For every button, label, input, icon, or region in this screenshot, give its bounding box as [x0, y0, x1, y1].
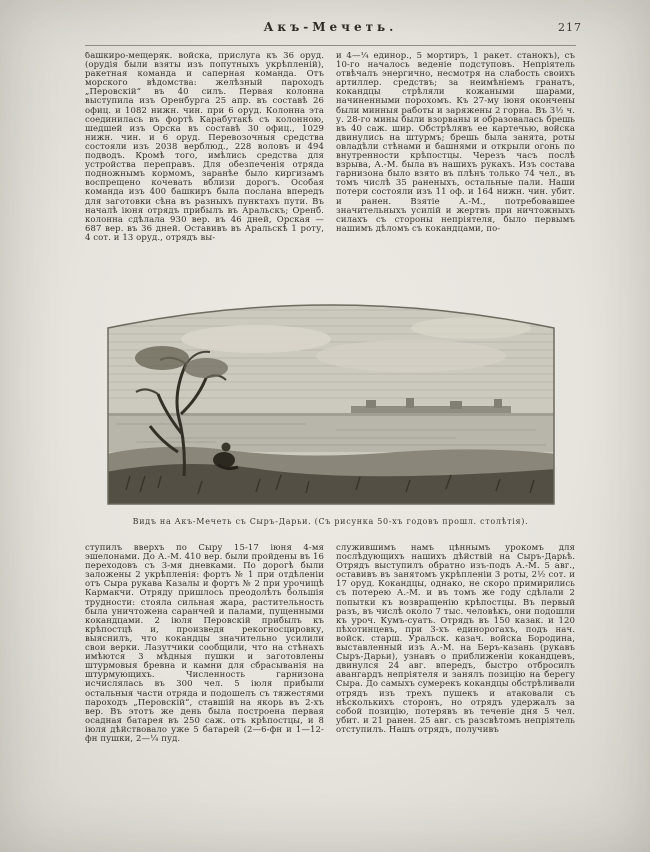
page-title: Акъ-Мечеть.	[263, 20, 398, 34]
figure-caption: Видъ на Акъ-Мечеть съ Сыръ-Дарьи. (Съ рисунка 50-хъ годовъ прошл. столѣтія).	[132, 517, 529, 526]
engraving-svg	[106, 294, 556, 506]
column-bottom-left: ступилъ вверхъ по Сыру 15-17 іюня 4-мя эшелонами. До А.-М. 410 вер. были пройдены въ 16 переходовъ съ 3-мя дневками. По дорогѣ были заложены 2 укрѣпленія: фортъ № 1 при отдѣленіи отъ Сыра рукава Казалы и фортъ № 2 при урочищѣ Кармакчи. Отряду пришлось преодолѣть большія трудности: стояла сильная жара, растительность была уничтожена саранчей и палами, пущенными кокандцами. 2 іюля Перовскій прибылъ къ крѣпостцѣ и, произведя рекогносцировку, выяснилъ, что кокандцы значительно усилили свои верки. Лазутчики сообщили, что на стѣнахъ имѣются 3 мѣдныя пушки и заготовлены штурмовыя бревна и камни для сбрасыванія на штурмующихъ. Численность гарнизона исчислялась въ 300 чел. 5 іюля прибыли остальныя части отряда и подошелъ съ тяжестями пароходъ „Перовскій“, ставшій на якорь въ 2-хъ вер. Въ этотъ же день была построена первая осадная батарея въ 250 саж. отъ крѣпостцы, и 8 іюля дѣйствовало уже 5 батарей (2—6-фн и 1—12-фн пушки, 2—¼ пуд.	[85, 544, 324, 744]
text-block-bottom	[85, 544, 576, 802]
page-header	[85, 20, 582, 42]
seated-figure	[213, 452, 235, 468]
page-number: 217	[558, 21, 582, 34]
column-top-left: башкиро-мещеряк. войска, прислуга къ 36 оруд. (орудія были взяты изъ попутныхъ укрѣпленій), ракетная команда и саперная команда. Отъ морского вѣдомства: желѣзный пароходъ „Перовскій“ въ 40 силъ. Первая колонна выступила изъ Оренбурга 25 апр. въ составѣ 26 офиц. и 1082 нижн. чин. при 6 оруд. Колонна эта соединилась въ фортѣ Карабутакѣ съ колонною, шедшей изъ Орска въ составѣ 30 офиц., 1029 нижн. чин. и 6 оруд. Перевозочныя средства состояли изъ 2038 верблюд., 228 воловъ и 494 подводъ. Кромѣ того, имѣлись средства для устройства переправъ. Для обезпеченія отряда подножнымъ кормомъ, заранѣе было киргизамъ воспрещено кочевать вблизи дорогъ. Особая команда изъ 400 башкиръ была послана впередъ для заготовки сѣна въ разныхъ пунктахъ пути. Въ началѣ іюня отрядъ прибылъ въ Аральскъ; Оренб. колонна сдѣлала 930 вер. въ 46 дней, Орская — 687 вер. въ 36 дней. Оставивъ въ Аральскѣ 1 роту, 4 сот. и 13 оруд., отрядъ вы-	[85, 52, 324, 243]
column-bottom-right: служившимъ намъ цѣннымъ урокомъ для послѣдующихъ нашихъ дѣйствій на Сыръ-Дарьѣ. Отрядъ выступилъ обратно изъ-подъ А.-М. 5 авг., оставивъ въ занятомъ укрѣпленіи 3 роты, 2½ сот. и 17 оруд. Кокандцы, однако, не скоро примирились съ потерею А.-М. и въ томъ же году сдѣлали 2 попытки къ возвращенію крѣпостцы. Въ первый разъ, въ числѣ около 7 тыс. человѣкъ, они подошли къ уроч. Кумъ-суатъ. Отрядъ въ 150 казак. и 120 пѣхотинцевъ, при 3-хъ единорогахъ, подъ нач. войск. старш. Уральск. казач. войска Бородина, выставленный изъ А.-М. на Беръ-казань (рукавъ Сыръ-Дарьи), узнавъ о приближеніи кокандцевъ, двинулся 24 авг. впередъ, быстро отбросилъ авангардъ непріятеля и занялъ позицію на берегу Сыра. До самыхъ сумерекъ кокандцы обстрѣливали отрядъ изъ трехъ пушекъ и атаковали съ нѣсколькихъ сторонъ, но отрядъ удержалъ за собой позицію, потерявъ въ теченіе дня 5 чел. убит. и 21 ранен. 25 авг. съ разсвѣтомъ непріятель отступилъ. Нашъ отрядъ, получивъ	[336, 544, 575, 735]
text-block-top	[85, 52, 576, 282]
column-top-right: и 4—¼ единор., 5 мортиръ, 1 ракет. станокъ), съ 10-го началось веденіе подступовъ. Непріятель отвѣчалъ энергично, несмотря на слабость своихъ артиллер. средствъ; за неимѣніемъ гранатъ, кокандцы стрѣляли кожаными шарами, начиненными порохомъ. Къ 27-му іюня окончены были минныя работы и заряжены 2 горна. Въ 3½ ч. у. 28-го мины были взорваны и образовалась брешь въ 40 саж. шир. Обстрѣлявъ ее картечью, войска двинулись на штурмъ; брешь была занята, роты овладѣли стѣнами и башнями и открыли огонь по внутренности крѣпостцы. Черезъ часъ послѣ взрыва, А.-М. была въ нашихъ рукахъ. Изъ состава гарнизона было взято въ плѣнъ только 74 чел., въ томъ числѣ 35 раненыхъ, остальные пали. Наши потери состояли изъ 11 оф. и 164 нижн. чин. убит. и ранен. Взятіе А.-М., потребовавшее значительныхъ усилій и жертвъ при ничтожныхъ силахъ съ стороны непріятеля, было первымъ нашимъ дѣломъ съ кокандцами, по-	[336, 52, 575, 234]
header-rule	[85, 45, 576, 46]
figure-ak-mechet-view	[85, 294, 576, 526]
engraving-illustration	[106, 294, 556, 506]
